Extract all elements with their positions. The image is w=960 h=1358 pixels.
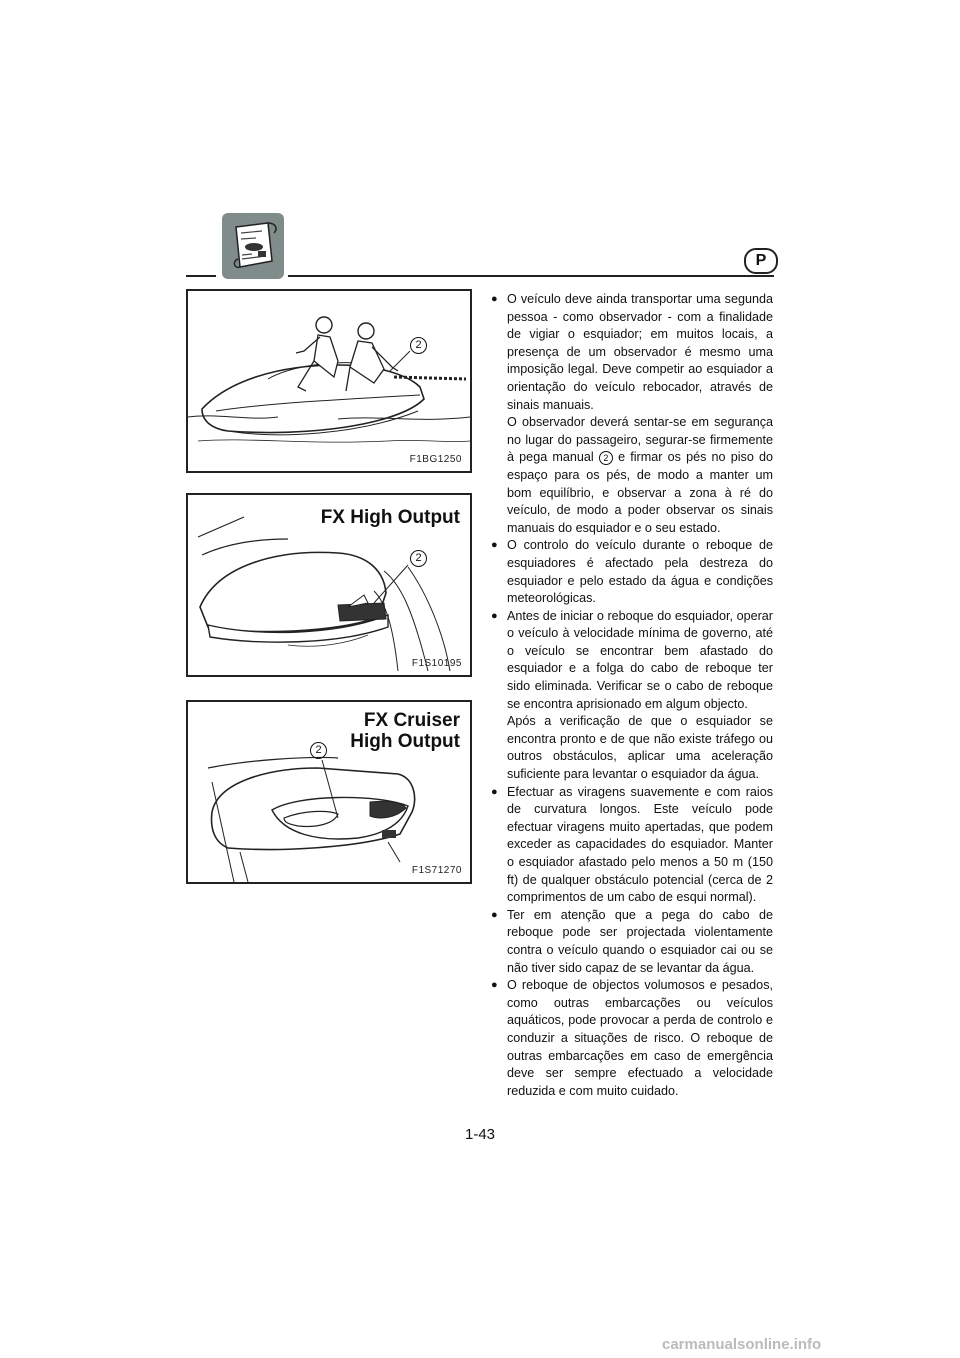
- figure-fx-high-output: [186, 493, 472, 677]
- paragraph-acceleration: Após a verificação de que o esquiador se encontra pronto e de que não existe tráfego ou outros obstáculos, aplicar uma aceleração suficiente para levantar o esquiador da água.: [507, 714, 773, 782]
- figure-code: F1BG1250: [409, 454, 462, 465]
- owners-manual-icon: [222, 213, 284, 279]
- header-rule-left: [186, 275, 216, 277]
- bullet-observer: ● O veículo deve ainda transportar uma segunda pessoa - como observador - com a finalidade de vigiar o esquiador; em muitos locais, a presença de um observador é mesmo uma imposição legal. Deve competir ao esquiador a orientação do veículo rebocador, através de sinais manuais.: [491, 291, 773, 414]
- language-badge: P: [744, 248, 778, 274]
- page-number: 1-43: [464, 1126, 496, 1143]
- figure-jetski-observer: [186, 289, 472, 473]
- figure-title: [350, 710, 460, 752]
- callout-marker: 2: [410, 335, 427, 354]
- figure-code: F1S71270: [411, 865, 462, 876]
- bullet-control: ● O controlo do veículo durante o reboque de esquiadores é afectado pela destreza do esquiador e pelo estado da água e condições meteorológicas.: [491, 537, 773, 607]
- header-rule-right: [288, 275, 774, 277]
- figure-title-line1: FX Cruiser: [363, 710, 460, 731]
- paragraph-observer-seating: O observador deverá sentar-se em segurança no lugar do passageiro, segurar-se firmemente à pega manual 2 e firmar os pés no piso do espaço para os pés, de modo a manter um bom equilíbrio, e observar a zona à ré do veículo, de modo a poder observar os sinais manuais do esquiador e o seu estado.: [507, 415, 774, 535]
- safety-instructions: [491, 291, 773, 1100]
- jetski-riders-illustration: [188, 291, 470, 471]
- figure-code: F1S10195: [411, 658, 462, 669]
- figure-title: FX High Output: [320, 507, 460, 528]
- watermark: carmanualsonline.info: [662, 1336, 822, 1353]
- bullet-heavy-objects: ● O reboque de objectos volumosos e pesados, como outras embarcações ou veículos aquáticos, pode provocar a perda de controlo e conduzir a situações de risco. O reboque de outras embarcações em caso de emergência deve ser sempre efectuado a velocidade reduzida e com muito cuidado.: [491, 977, 773, 1100]
- callout-marker: 2: [310, 740, 327, 759]
- callout-marker: 2: [410, 548, 427, 567]
- bullet-turns: ● Efectuar as viragens suavemente e com raios de curvatura longos. Este veículo pode efectuar viragens muito apertadas, que podem exceder as capacidades do esquiador. Manter o esquiador afastado pelo menos a 50 m (150 ft) de qualquer obstáculo potencial (cerca de 2 comprimentos de um cabo de esqui normal).: [491, 784, 773, 907]
- bullet-start-towing: ● Antes de iniciar o reboque do esquiador, operar o veículo à velocidade mínima de governo, até o veículo se encontrar bem afastado do esquiador e a folga do cabo de reboque ter sido eliminada. Verificar se o cabo de reboque se encontra aprisionado em algum objecto.: [491, 608, 773, 714]
- figure-fx-cruiser-high-output: [186, 700, 472, 884]
- bullet-handle: ● Ter em atenção que a pega do cabo de reboque pode ser projectada violentamente contra o veículo quando o esquiador cai ou se não tiver sido capaz de se levantar da água.: [491, 907, 773, 977]
- figure-title-line2: High Output: [350, 731, 460, 752]
- callout-inline: 2: [599, 451, 613, 465]
